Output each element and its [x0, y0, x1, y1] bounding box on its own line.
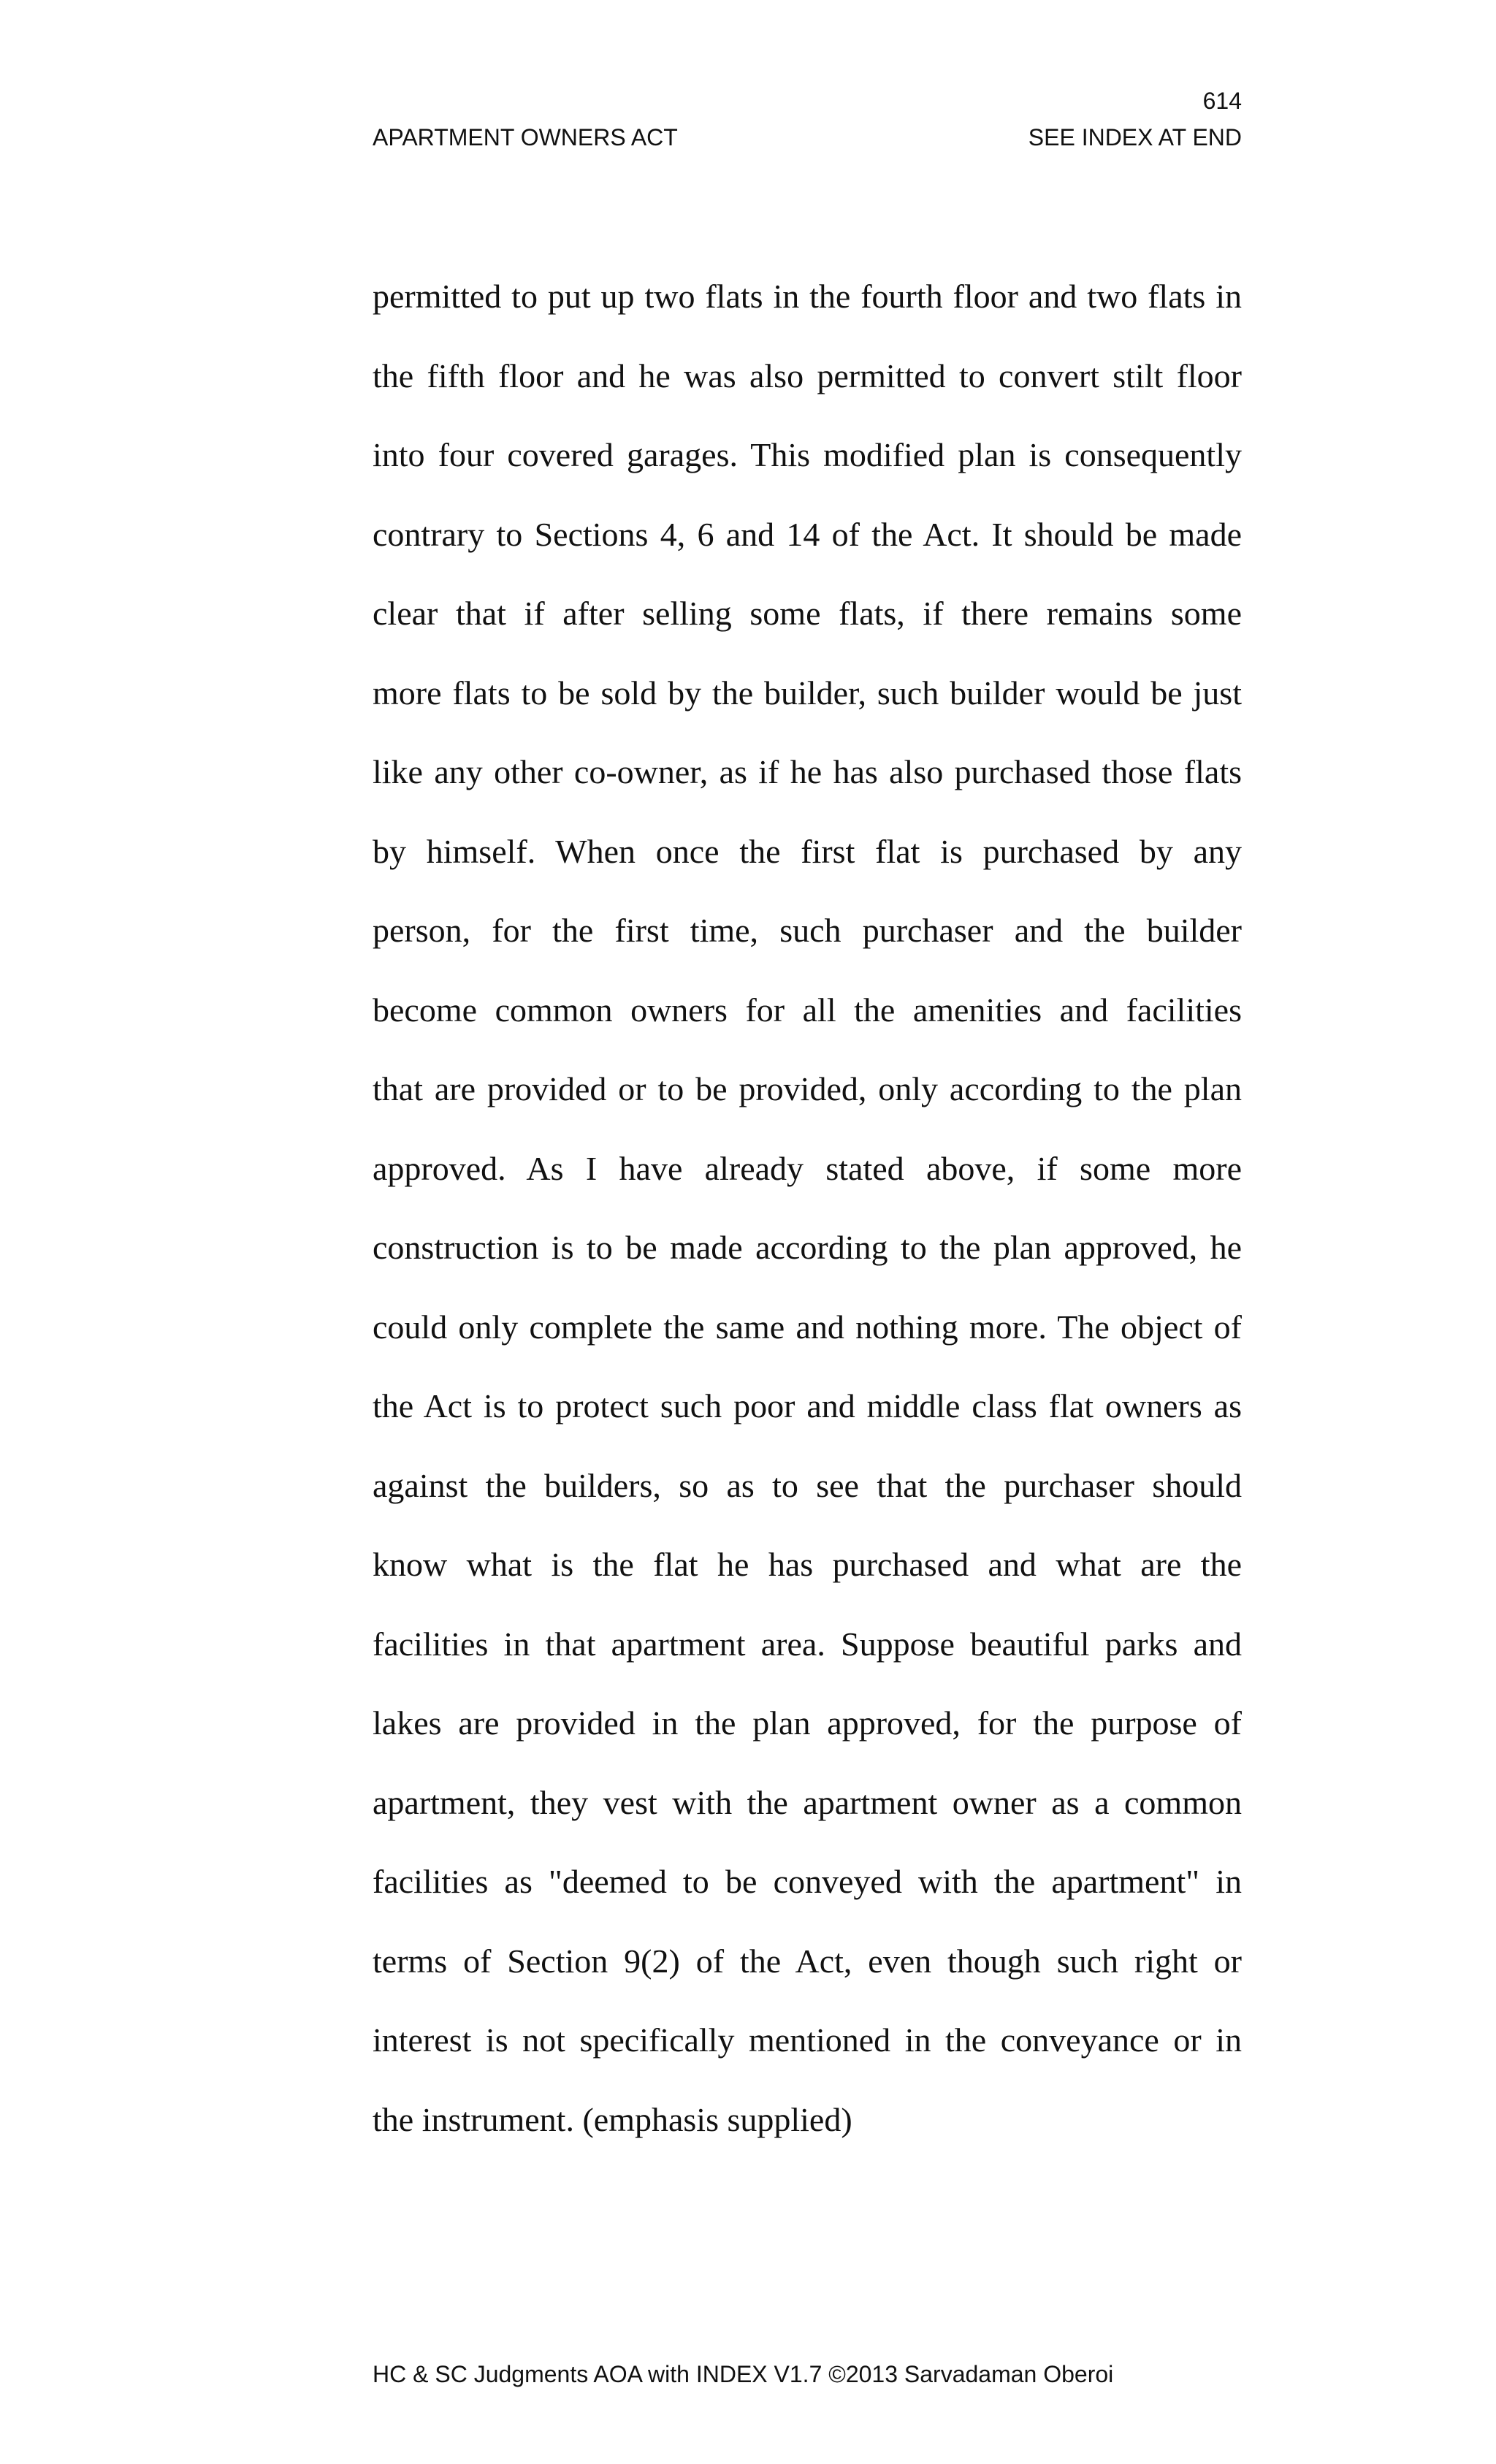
text-line: against the builders, so as to see that the purchaser should	[373, 1466, 1242, 1504]
text-line: more flats to be sold by the builder, such builder would be just	[373, 674, 1242, 712]
text-line: know what is the flat he has purchased and what are the	[373, 1546, 1242, 1583]
text-line: approved. As I have already stated above, if some more	[373, 1149, 1242, 1187]
running-header	[373, 121, 1242, 153]
text-line: become common owners for all the amenities and facilities	[373, 991, 1242, 1029]
text-line: construction is to be made according to the plan approved, he	[373, 1229, 1242, 1266]
text-line: the Act is to protect such poor and middle class flat owners as	[373, 1387, 1242, 1424]
text-line: the instrument. (emphasis supplied)	[373, 2100, 852, 2138]
header-index-note: SEE INDEX AT END	[1028, 124, 1242, 150]
footer-copyright: HC & SC Judgments AOA with INDEX V1.7 ©2013 Sarvadaman Oberoi	[373, 2361, 1114, 2387]
text-line: person, for the first time, such purchaser and the builder	[373, 912, 1242, 949]
text-line: permitted to put up two flats in the fourth floor and two flats in	[373, 278, 1242, 315]
text-line: apartment, they vest with the apartment owner as a common	[373, 1783, 1242, 1821]
page-number: 614	[1202, 88, 1242, 114]
text-line: facilities as "deemed to be conveyed with the apartment" in	[373, 1863, 1242, 1900]
header-title: APARTMENT OWNERS ACT	[373, 124, 678, 150]
text-line: interest is not specifically mentioned in the conveyance or in	[373, 2021, 1242, 2059]
text-line: that are provided or to be provided, only according to the plan	[373, 1070, 1242, 1107]
judgment-text	[373, 257, 1242, 2159]
text-line: clear that if after selling some flats, if there remains some	[373, 595, 1242, 632]
text-line: could only complete the same and nothing more. The object of	[373, 1308, 1242, 1346]
text-line: like any other co-owner, as if he has also purchased those flats	[373, 753, 1242, 790]
text-line: terms of Section 9(2) of the Act, even though such right or	[373, 1942, 1242, 1980]
text-line: facilities in that apartment area. Suppose beautiful parks and	[373, 1625, 1242, 1663]
text-line: by himself. When once the first flat is purchased by any	[373, 832, 1242, 870]
text-line: the fifth floor and he was also permitted to convert stilt floor	[373, 356, 1242, 394]
text-line: into four covered garages. This modified plan is consequently	[373, 436, 1242, 473]
text-line: lakes are provided in the plan approved, for the purpose of	[373, 1704, 1242, 1742]
text-line: contrary to Sections 4, 6 and 14 of the Act. It should be made	[373, 515, 1242, 553]
